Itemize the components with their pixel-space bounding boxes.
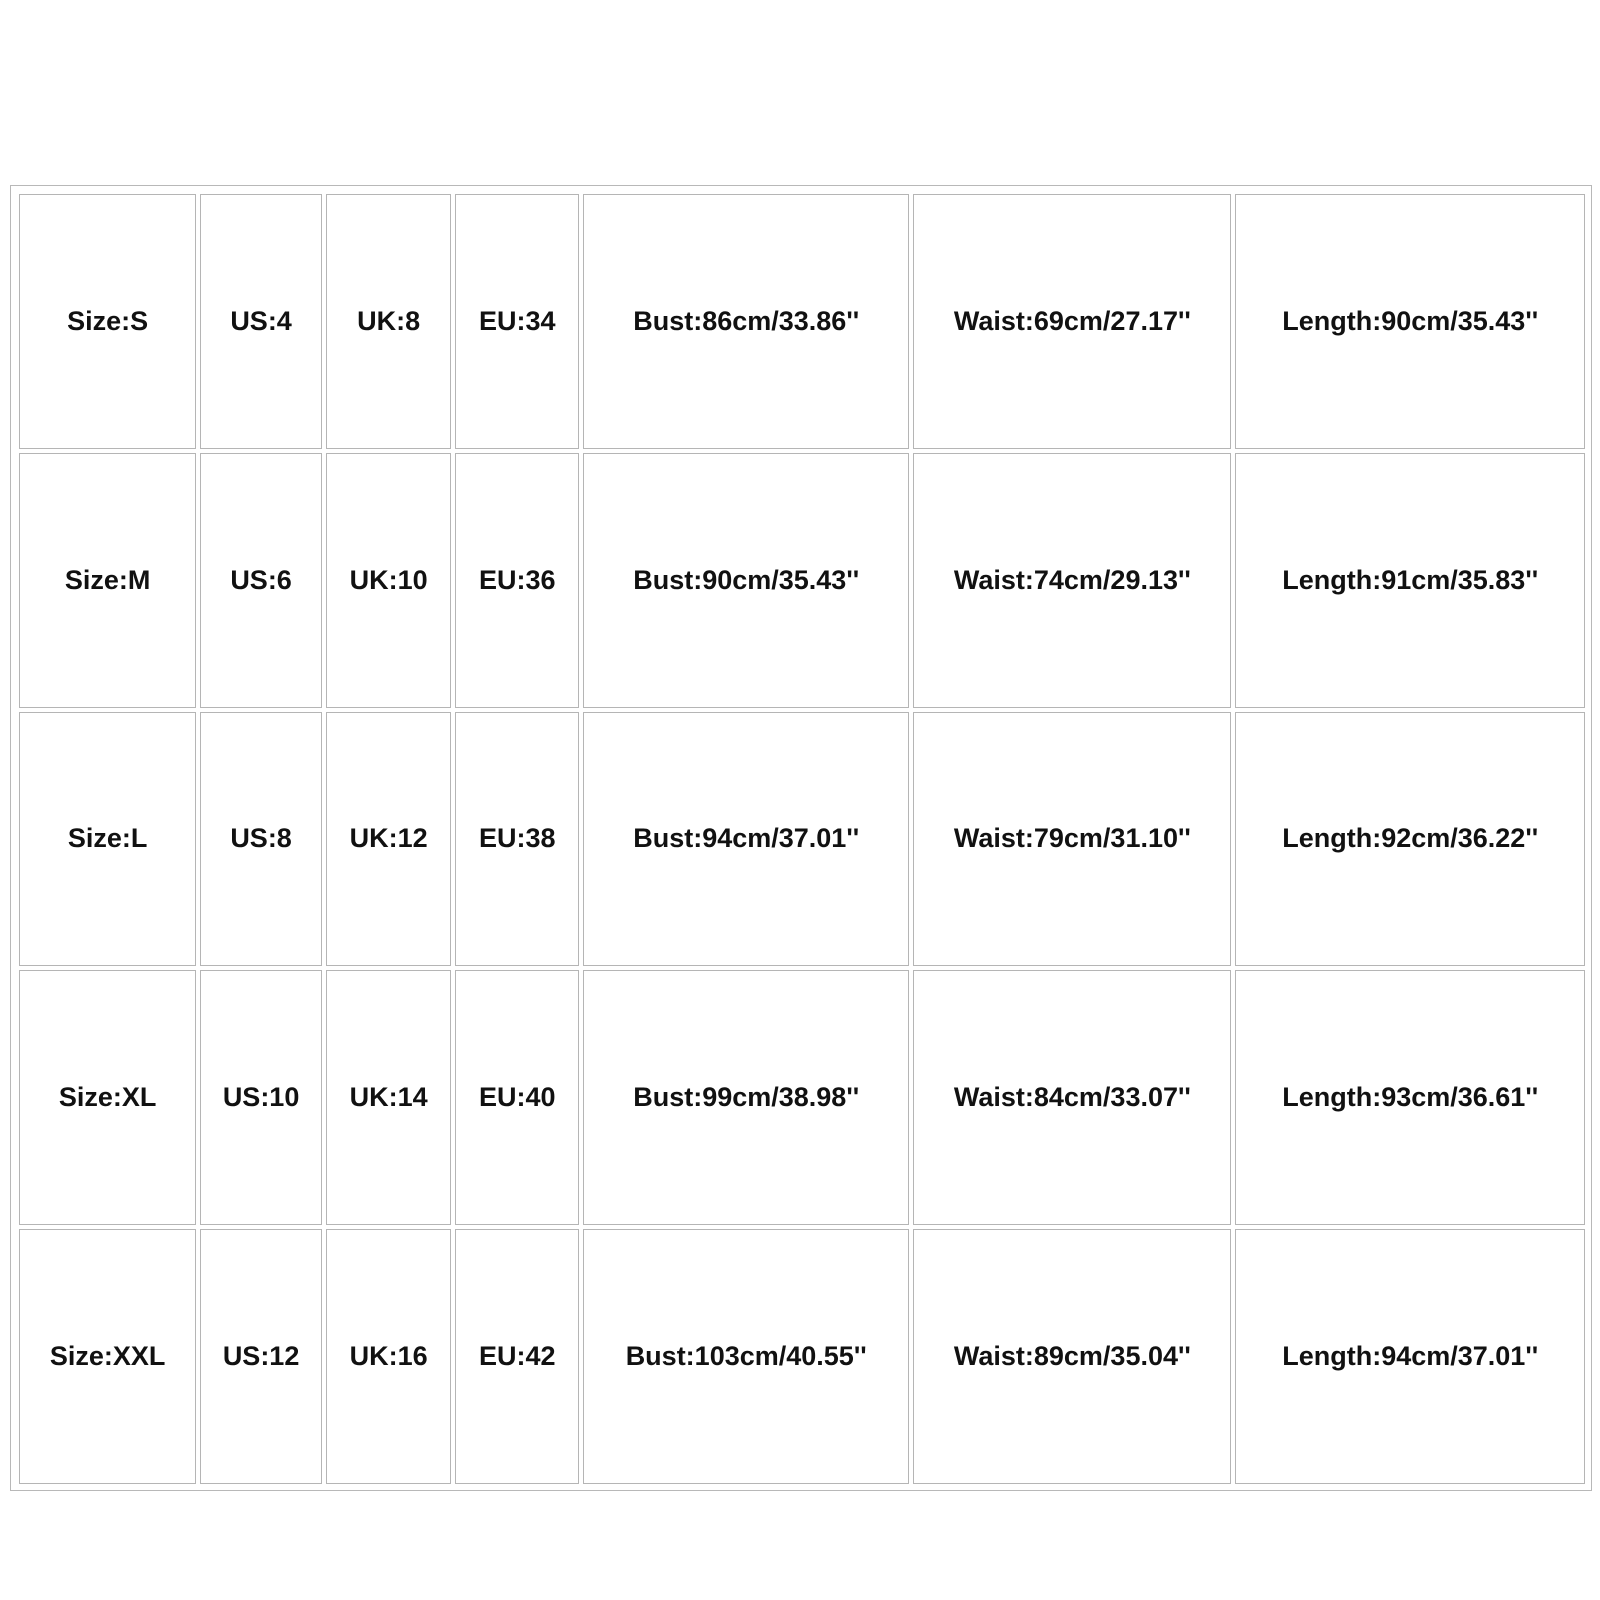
size-cell: Size:L [19, 712, 196, 967]
us-size-cell: US:10 [200, 970, 322, 1225]
eu-size-cell: EU:38 [455, 712, 579, 967]
table-row [19, 712, 1585, 967]
bust-cell: Bust:90cm/35.43'' [583, 453, 909, 708]
waist-cell: Waist:74cm/29.13'' [913, 453, 1231, 708]
table-row [19, 194, 1585, 449]
size-cell: Size:XL [19, 970, 196, 1225]
us-size-cell: US:4 [200, 194, 322, 449]
eu-size-cell: EU:42 [455, 1229, 579, 1484]
us-size-cell: US:12 [200, 1229, 322, 1484]
eu-size-cell: EU:40 [455, 970, 579, 1225]
uk-size-cell: UK:14 [326, 970, 452, 1225]
waist-cell: Waist:89cm/35.04'' [913, 1229, 1231, 1484]
table-row [19, 1229, 1585, 1484]
bust-cell: Bust:103cm/40.55'' [583, 1229, 909, 1484]
waist-cell: Waist:79cm/31.10'' [913, 712, 1231, 967]
uk-size-cell: UK:16 [326, 1229, 452, 1484]
length-cell: Length:94cm/37.01'' [1235, 1229, 1585, 1484]
us-size-cell: US:6 [200, 453, 322, 708]
length-cell: Length:91cm/35.83'' [1235, 453, 1585, 708]
bust-cell: Bust:94cm/37.01'' [583, 712, 909, 967]
length-cell: Length:93cm/36.61'' [1235, 970, 1585, 1225]
size-cell: Size:M [19, 453, 196, 708]
size-cell: Size:XXL [19, 1229, 196, 1484]
waist-cell: Waist:84cm/33.07'' [913, 970, 1231, 1225]
length-cell: Length:90cm/35.43'' [1235, 194, 1585, 449]
uk-size-cell: UK:12 [326, 712, 452, 967]
bust-cell: Bust:86cm/33.86'' [583, 194, 909, 449]
table-row [19, 970, 1585, 1225]
waist-cell: Waist:69cm/27.17'' [913, 194, 1231, 449]
uk-size-cell: UK:8 [326, 194, 452, 449]
us-size-cell: US:8 [200, 712, 322, 967]
bust-cell: Bust:99cm/38.98'' [583, 970, 909, 1225]
length-cell: Length:92cm/36.22'' [1235, 712, 1585, 967]
uk-size-cell: UK:10 [326, 453, 452, 708]
eu-size-cell: EU:34 [455, 194, 579, 449]
table-row [19, 453, 1585, 708]
size-chart [10, 185, 1592, 1491]
eu-size-cell: EU:36 [455, 453, 579, 708]
size-table [15, 190, 1589, 1488]
size-cell: Size:S [19, 194, 196, 449]
